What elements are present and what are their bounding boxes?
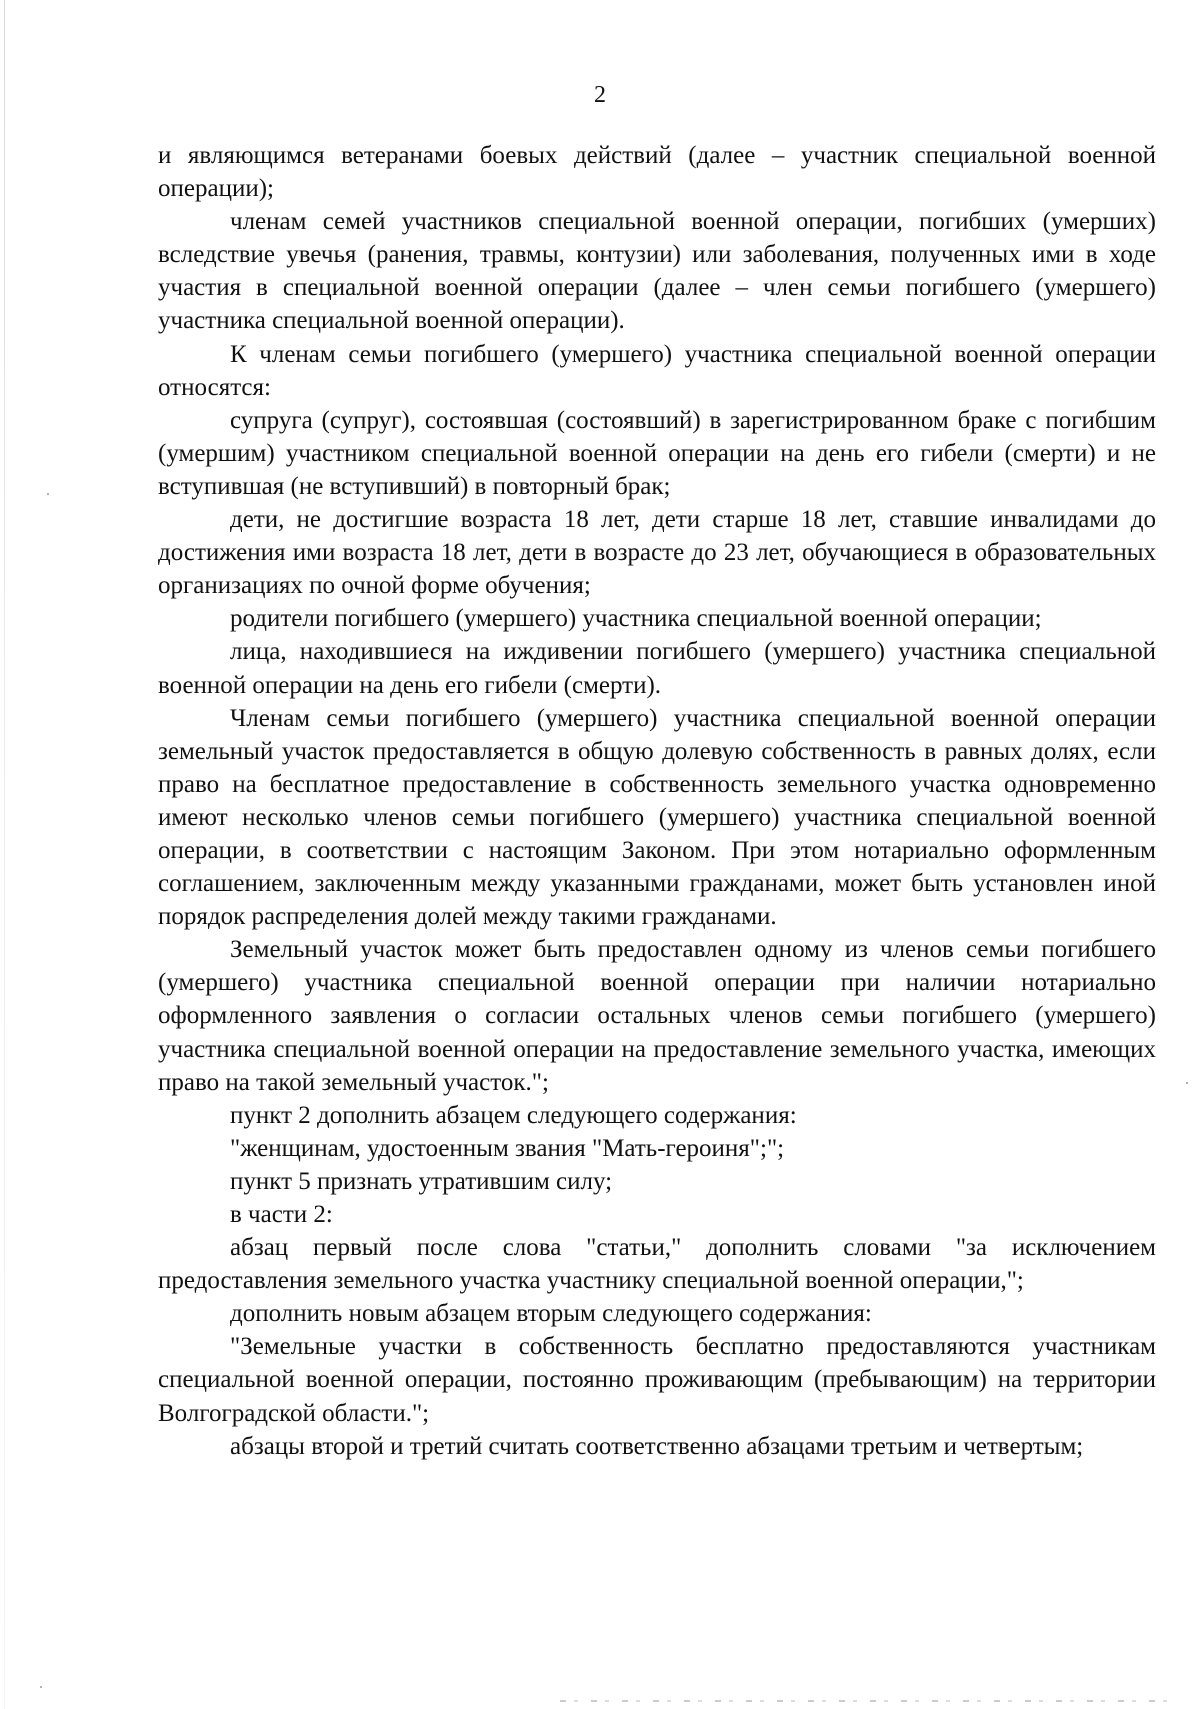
paragraph: "женщинам, удостоенным звания "Мать-героиня";"; xyxy=(230,1134,785,1162)
document-body xyxy=(158,139,1156,1463)
paragraph: в части 2: xyxy=(230,1201,333,1228)
paragraph: лица, находившиеся на иждивении погибшего (умершего) участника специальной военной операции на день его гибели (смерти). xyxy=(158,638,1156,699)
paragraph: дополнить новым абзацем вторым следующего содержания: xyxy=(230,1300,872,1328)
scan-speck xyxy=(1186,1082,1188,1084)
scan-speck xyxy=(40,1686,42,1688)
paragraph: Членам семьи погибшего (умершего) участника специальной военной операции земельный участок предоставляется в общую долевую собственность в равных долях, если право на бесплатное предоставление в собственность земельного участка одновременно имеют несколько членов семьи погибшего (умершего) участника специальной военной операции, в соответствии с настоящим Законом. При этом нотариально оформленным соглашением, заключенным между указанными гражданами, может быть установлен иной порядок распределения долей между такими гражданами. xyxy=(158,704,1156,931)
paragraph: родители погибшего (умершего) участника специальной военной операции; xyxy=(230,605,1042,633)
scan-speck xyxy=(47,493,49,495)
paragraph: пункт 5 признать утратившим силу; xyxy=(230,1167,613,1195)
scan-artifact xyxy=(560,1700,1180,1702)
paragraph: дети, не достигшие возраста 18 лет, дети старше 18 лет, ставшие инвалидами до достижения ими возраста 18 лет, дети в возрасте до 23 лет, обучающиеся в образовательных организациях по очной форме обучения; xyxy=(158,506,1156,600)
paragraph: абзацы второй и третий считать соответственно абзацами третьим и четвертым; xyxy=(230,1432,1084,1460)
paragraph: Земельный участок может быть предоставлен одному из членов семьи погибшего (умершего) участника специальной военной операции при наличии нотариально оформленного заявления о согласии остальных членов семьи погибшего (умершего) участника специальной военной операции на предоставление земельного участка, имеющих право на такой земельный участок."; xyxy=(158,936,1156,1096)
paragraph: "Земельные участки в собственность бесплатно предоставляются участникам специальной военной операции, постоянно проживающим (пребывающим) на территории Волгоградской области."; xyxy=(158,1333,1156,1427)
paragraph: членам семей участников специальной военной операции, погибших (умерших) вследствие увечья (ранения, травмы, контузии) или заболевания, полученных ими в ходе участия в специальной военной операции (далее – член семьи погибшего (умершего) участника специальной военной операции). xyxy=(158,208,1156,335)
paragraph: К членам семьи погибшего (умершего) участника специальной военной операции относятся: xyxy=(158,340,1156,401)
paragraph: и являющимся ветеранами боевых действий (далее – участник специальной военной операции); xyxy=(158,142,1156,203)
paragraph: супруга (супруг), состоявшая (состоявший) в зарегистрированном браке с погибшим (умершим) участником специальной военной операции на день его гибели (смерти) и не вступившая (не вступивший) в повторный брак; xyxy=(158,406,1156,500)
scan-edge xyxy=(4,0,5,1709)
paragraph: абзац первый после слова "статьи," дополнить словами "за исключением предоставления земельного участка участнику специальной военной операции,"; xyxy=(158,1234,1156,1295)
page-number: 2 xyxy=(594,82,606,108)
paragraph: пункт 2 дополнить абзацем следующего содержания: xyxy=(230,1101,797,1129)
